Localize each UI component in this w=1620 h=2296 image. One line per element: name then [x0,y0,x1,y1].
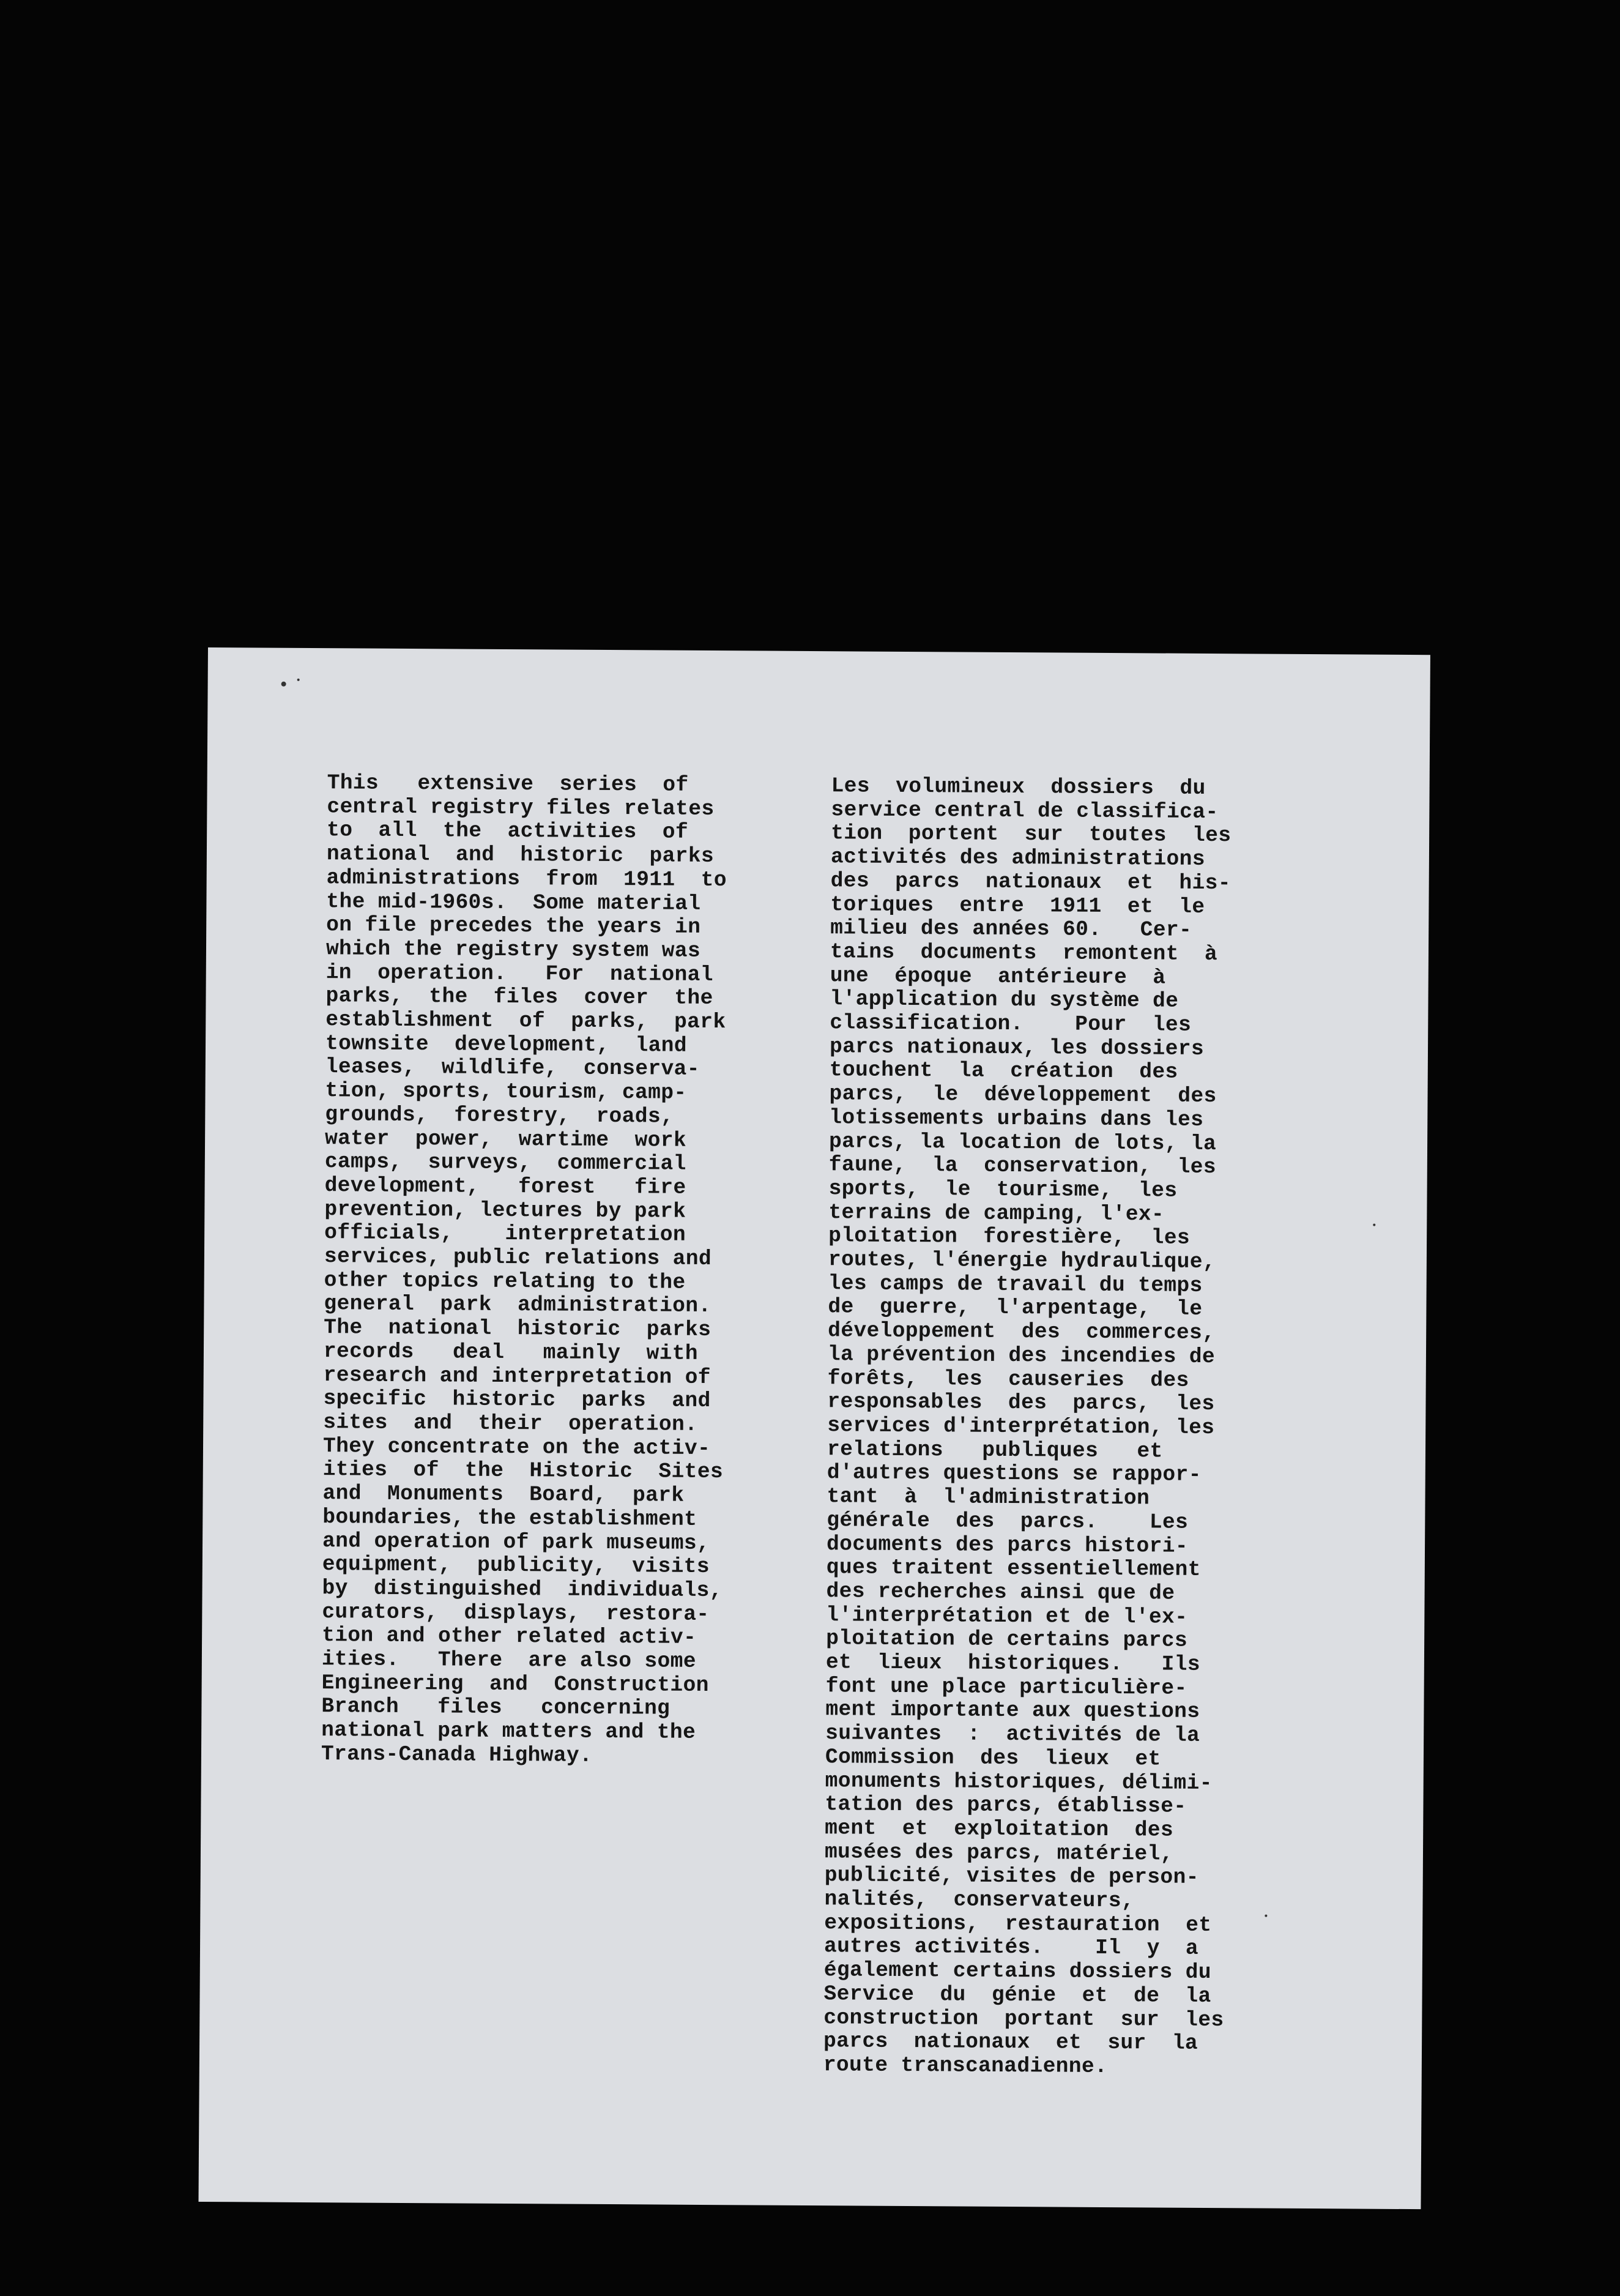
text-line: equipment, publicity, visits [322,1552,710,1579]
text-line: tion and other related activ- [322,1623,697,1650]
text-line: tion portent sur toutes les [831,821,1232,848]
text-line: administrations from 1911 to [326,866,727,892]
text-line: records deal mainly with [323,1340,699,1366]
dust-speck [297,679,300,681]
text-line: ques traitent essentiellement [826,1556,1201,1582]
document-page [198,647,1430,2209]
text-line: milieu des années 60. Cer- [830,916,1192,943]
text-line: publicité, visites de person- [824,1863,1199,1890]
text-line: font une place particulière- [825,1674,1187,1701]
text-line: Engineering and Construction [321,1671,709,1698]
text-line: construction portant sur les [823,2005,1224,2032]
text-line: l'interprétation et de l'ex- [826,1603,1188,1630]
text-line: des parcs nationaux et his- [830,869,1232,896]
text-line: tant à l'administration [827,1485,1150,1511]
text-line: They concentrate on the activ- [322,1434,711,1461]
text-line: curators, displays, restora- [322,1600,710,1627]
text-line: ploitation de certains parcs [826,1627,1188,1653]
text-line: classification. Pour les [830,1011,1192,1037]
text-line: l'application du système de [830,987,1179,1014]
text-line: and Monuments Board, park [322,1482,685,1508]
text-line: ities. There are also some [321,1647,697,1674]
text-line: Service du génie et de la [823,1982,1211,2008]
text-line: townsite development, land [325,1031,688,1058]
text-line: specific historic parks and [323,1387,711,1414]
text-line: Trans-Canada Highway. [321,1742,593,1768]
text-line: routes, l'énergie hydraulique, [828,1248,1216,1275]
text-line: d'autres questions se rappor- [827,1461,1202,1488]
text-line: in operation. For national [325,960,713,987]
text-line: forêts, les causeries des [827,1366,1189,1393]
text-line: services, public relations and [324,1245,712,1272]
text-line: water power, wartime work [324,1126,687,1153]
text-line: tains documents remontent à [830,940,1218,967]
text-line: terrains de camping, l'ex- [828,1200,1165,1227]
text-line: which the registry system was [325,937,701,963]
text-line: faune, la conservation, les [828,1153,1217,1180]
text-line: grounds, forestry, roads, [325,1103,674,1129]
text-line: développement des commerces, [828,1319,1216,1346]
text-line: ities of the Historic Sites [322,1458,724,1485]
text-line: officials, interpretation [324,1221,686,1248]
text-line: sports, le tourisme, les [828,1177,1178,1203]
text-line: tation des parcs, établisse- [825,1792,1187,1819]
text-line: responsables des parcs, les [827,1390,1215,1417]
text-line: activités des administrations [830,845,1206,872]
text-line: on file precedes the years in [326,913,701,940]
text-line: documents des parcs histori- [826,1532,1189,1559]
text-line: services d'interprétation, les [827,1414,1215,1441]
text-line: central registry files relates [327,794,715,821]
text-line: ment et exploitation des [825,1816,1174,1843]
text-line: également certains dossiers du [823,1958,1212,1985]
text-line: research and interpretation of [323,1363,711,1390]
text-line: générale des parcs. Les [827,1508,1189,1535]
text-line: Commission des lieux et [825,1745,1161,1772]
text-line: route transcanadienne. [823,2053,1108,2079]
english-column [321,772,727,1769]
text-line: nalités, conservateurs, [824,1887,1135,1914]
text-line: national and historic parks [326,842,715,869]
text-line: relations publiques et [827,1437,1163,1464]
text-line: other topics relating to the [324,1268,686,1295]
text-line: les camps de travail du temps [828,1271,1203,1298]
text-line: tion, sports, tourism, camp- [325,1079,687,1105]
text-line: touchent la création des [829,1058,1178,1085]
text-line: suivantes : activités de la [825,1721,1200,1748]
text-line: ment importante aux questions [825,1698,1200,1724]
text-line: parcs nationaux, les dossiers [829,1034,1205,1061]
text-line: de guerre, l'arpentage, le [828,1295,1203,1322]
text-line: by distinguished individuals, [322,1576,723,1603]
dust-speck [1373,1224,1375,1226]
text-line: leases, wildlife, conserva- [325,1055,700,1082]
text-line: The national historic parks [324,1316,712,1343]
text-line: Les volumineux dossiers du [831,774,1206,800]
text-line: establishment of parks, park [325,1008,726,1035]
text-line: ploitation forestière, les [828,1224,1191,1251]
text-line: autres activités. Il y a [823,1934,1199,1961]
text-line: Branch files concerning [321,1694,671,1721]
text-line: prevention, lectures by park [324,1197,686,1224]
text-line: national park matters and the [321,1718,696,1745]
text-line: et lieux historiques. Ils [825,1650,1200,1677]
text-line: This extensive series of [327,771,689,797]
text-line: parks, the files cover the [325,984,713,1011]
text-line: to all the activities of [327,818,689,845]
text-line: des recherches ainsi que de [826,1579,1175,1606]
text-line: parcs, le développement des [829,1082,1217,1109]
text-line: service central de classifica- [831,797,1219,824]
text-line: lotissements urbains dans les [829,1106,1204,1132]
text-line: camps, surveys, commercial [324,1150,686,1177]
text-line: la prévention des incendies de [827,1343,1216,1369]
text-line: monuments historiques, délimi- [825,1769,1213,1795]
text-line: une époque antérieure à [830,963,1166,990]
text-line: development, forest fire [324,1174,686,1200]
text-line: general park administration. [324,1292,712,1319]
text-line: parcs nationaux et sur la [823,2029,1198,2056]
text-line: musées des parcs, matériel, [824,1839,1173,1866]
text-line: boundaries, the establishment [322,1505,697,1532]
dust-speck [281,682,286,687]
text-line: and operation of park museums, [322,1529,710,1556]
text-line: sites and their operation. [323,1411,698,1437]
text-line: expositions, restauration et [824,1910,1212,1937]
text-line: the mid-1960s. Some material [326,889,701,916]
text-line: parcs, la location de lots, la [828,1129,1217,1156]
dust-speck [1265,1915,1267,1917]
french-column [823,775,1232,2080]
text-line: toriques entre 1911 et le [830,892,1205,919]
